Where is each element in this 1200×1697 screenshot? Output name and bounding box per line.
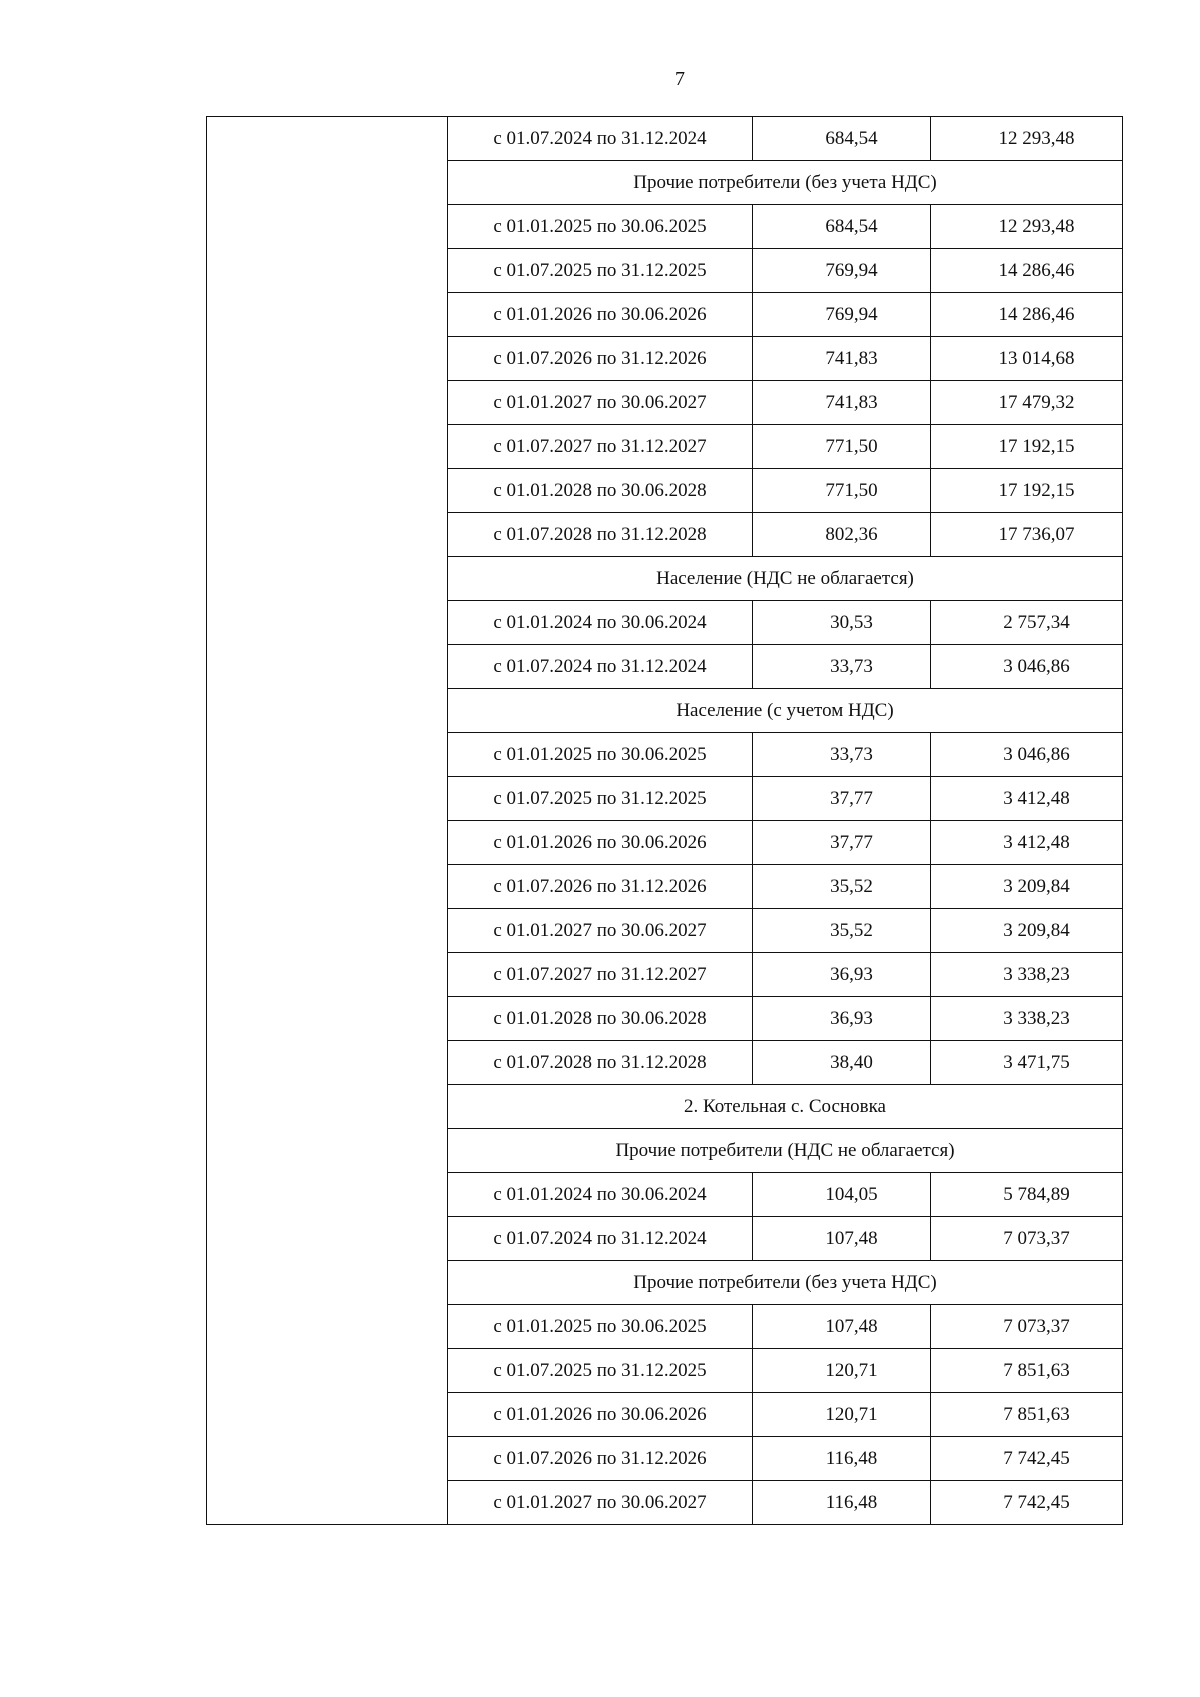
- period-cell: с 01.01.2027 по 30.06.2027: [448, 381, 753, 425]
- period-cell: с 01.07.2024 по 31.12.2024: [448, 645, 753, 689]
- period-cell: с 01.01.2024 по 30.06.2024: [448, 601, 753, 645]
- value-cell-2: 7 851,63: [931, 1393, 1123, 1437]
- value-cell-1: 120,71: [753, 1349, 931, 1393]
- period-cell: с 01.07.2027 по 31.12.2027: [448, 953, 753, 997]
- value-cell-2: 2 757,34: [931, 601, 1123, 645]
- value-cell-1: 684,54: [753, 117, 931, 161]
- value-cell-2: 5 784,89: [931, 1173, 1123, 1217]
- value-cell-2: 7 851,63: [931, 1349, 1123, 1393]
- value-cell-2: 13 014,68: [931, 337, 1123, 381]
- period-cell: с 01.07.2025 по 31.12.2025: [448, 777, 753, 821]
- period-cell: с 01.01.2025 по 30.06.2025: [448, 1305, 753, 1349]
- value-cell-2: 3 412,48: [931, 821, 1123, 865]
- period-cell: с 01.07.2024 по 31.12.2024: [448, 117, 753, 161]
- value-cell-2: 14 286,46: [931, 293, 1123, 337]
- value-cell-2: 12 293,48: [931, 205, 1123, 249]
- tariff-table-body: [207, 117, 1123, 1525]
- value-cell-2: 17 192,15: [931, 425, 1123, 469]
- value-cell-1: 38,40: [753, 1041, 931, 1085]
- value-cell-1: 33,73: [753, 733, 931, 777]
- value-cell-1: 741,83: [753, 381, 931, 425]
- value-cell-1: 120,71: [753, 1393, 931, 1437]
- value-cell-1: 107,48: [753, 1305, 931, 1349]
- value-cell-1: 33,73: [753, 645, 931, 689]
- period-cell: с 01.01.2024 по 30.06.2024: [448, 1173, 753, 1217]
- value-cell-2: 17 736,07: [931, 513, 1123, 557]
- section-header-cell: Население (НДС не облагается): [448, 557, 1123, 601]
- value-cell-2: 3 471,75: [931, 1041, 1123, 1085]
- value-cell-1: 741,83: [753, 337, 931, 381]
- value-cell-2: 3 338,23: [931, 997, 1123, 1041]
- period-cell: с 01.07.2025 по 31.12.2025: [448, 1349, 753, 1393]
- period-cell: с 01.01.2027 по 30.06.2027: [448, 909, 753, 953]
- value-cell-2: 14 286,46: [931, 249, 1123, 293]
- period-cell: с 01.01.2026 по 30.06.2026: [448, 293, 753, 337]
- merged-left-cell: [207, 117, 448, 1525]
- value-cell-2: 12 293,48: [931, 117, 1123, 161]
- tariff-table: [206, 116, 1123, 1525]
- value-cell-1: 802,36: [753, 513, 931, 557]
- value-cell-1: 36,93: [753, 997, 931, 1041]
- value-cell-1: 771,50: [753, 425, 931, 469]
- value-cell-1: 37,77: [753, 777, 931, 821]
- value-cell-2: 17 192,15: [931, 469, 1123, 513]
- period-cell: с 01.07.2026 по 31.12.2026: [448, 1437, 753, 1481]
- value-cell-1: 769,94: [753, 293, 931, 337]
- period-cell: с 01.07.2024 по 31.12.2024: [448, 1217, 753, 1261]
- value-cell-1: 36,93: [753, 953, 931, 997]
- period-cell: с 01.01.2026 по 30.06.2026: [448, 821, 753, 865]
- section-header-cell: Прочие потребители (без учета НДС): [448, 161, 1123, 205]
- value-cell-1: 35,52: [753, 909, 931, 953]
- period-cell: с 01.07.2026 по 31.12.2026: [448, 337, 753, 381]
- value-cell-2: 7 742,45: [931, 1481, 1123, 1525]
- period-cell: с 01.01.2025 по 30.06.2025: [448, 205, 753, 249]
- period-cell: с 01.01.2025 по 30.06.2025: [448, 733, 753, 777]
- section-header-cell: Прочие потребители (НДС не облагается): [448, 1129, 1123, 1173]
- period-cell: с 01.07.2027 по 31.12.2027: [448, 425, 753, 469]
- period-cell: с 01.01.2026 по 30.06.2026: [448, 1393, 753, 1437]
- value-cell-2: 17 479,32: [931, 381, 1123, 425]
- value-cell-2: 3 338,23: [931, 953, 1123, 997]
- section-header-cell: 2. Котельная с. Сосновка: [448, 1085, 1123, 1129]
- value-cell-2: 3 209,84: [931, 865, 1123, 909]
- value-cell-1: 104,05: [753, 1173, 931, 1217]
- value-cell-2: 3 046,86: [931, 645, 1123, 689]
- period-cell: с 01.07.2026 по 31.12.2026: [448, 865, 753, 909]
- value-cell-1: 35,52: [753, 865, 931, 909]
- value-cell-1: 116,48: [753, 1481, 931, 1525]
- section-header-cell: Население (с учетом НДС): [448, 689, 1123, 733]
- period-cell: с 01.07.2028 по 31.12.2028: [448, 513, 753, 557]
- value-cell-2: 3 046,86: [931, 733, 1123, 777]
- period-cell: с 01.07.2025 по 31.12.2025: [448, 249, 753, 293]
- value-cell-1: 30,53: [753, 601, 931, 645]
- page-number: 7: [675, 68, 685, 90]
- period-cell: с 01.01.2027 по 30.06.2027: [448, 1481, 753, 1525]
- value-cell-1: 107,48: [753, 1217, 931, 1261]
- value-cell-2: 3 209,84: [931, 909, 1123, 953]
- value-cell-2: 7 073,37: [931, 1217, 1123, 1261]
- value-cell-1: 684,54: [753, 205, 931, 249]
- value-cell-1: 771,50: [753, 469, 931, 513]
- value-cell-1: 116,48: [753, 1437, 931, 1481]
- value-cell-1: 769,94: [753, 249, 931, 293]
- table-row: [207, 117, 1123, 161]
- value-cell-2: 7 073,37: [931, 1305, 1123, 1349]
- value-cell-2: 3 412,48: [931, 777, 1123, 821]
- section-header-cell: Прочие потребители (без учета НДС): [448, 1261, 1123, 1305]
- value-cell-1: 37,77: [753, 821, 931, 865]
- period-cell: с 01.07.2028 по 31.12.2028: [448, 1041, 753, 1085]
- period-cell: с 01.01.2028 по 30.06.2028: [448, 469, 753, 513]
- value-cell-2: 7 742,45: [931, 1437, 1123, 1481]
- period-cell: с 01.01.2028 по 30.06.2028: [448, 997, 753, 1041]
